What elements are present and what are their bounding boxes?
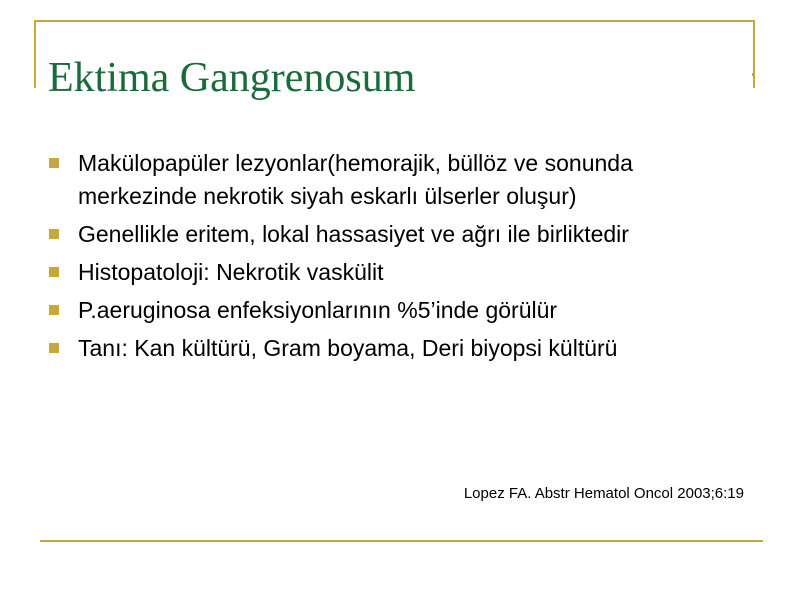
frame-left-line xyxy=(34,20,36,88)
square-bullet-icon xyxy=(49,305,59,315)
bullet-text: Histopatoloji: Nekrotik vaskülit xyxy=(78,259,384,285)
bullet-text: Tanı: Kan kültürü, Gram boyama, Deri biyopsi kültürü xyxy=(78,335,618,361)
bullet-item xyxy=(48,218,748,251)
bullet-text: Genellikle eritem, lokal hassasiyet ve ağrı ile birliktedir xyxy=(78,221,629,247)
slide-title: Ektima Gangrenosum xyxy=(48,55,416,101)
square-bullet-icon xyxy=(49,343,59,353)
bullet-text: Makülopapüler lezyonlar(hemorajik, büllöz ve sonunda merkezinde nekrotik siyah eskarlı ülserler oluşur) xyxy=(78,150,633,209)
bullet-item xyxy=(48,147,748,213)
bullet-list xyxy=(48,147,748,370)
bullet-item xyxy=(48,332,748,365)
square-bullet-icon xyxy=(49,267,59,277)
frame-top-line xyxy=(34,20,755,22)
frame-dot xyxy=(752,73,755,76)
citation-reference: Lopez FA. Abstr Hematol Oncol 2003;6:19 xyxy=(463,485,744,502)
square-bullet-icon xyxy=(49,229,59,239)
bullet-item xyxy=(48,256,748,289)
bullet-text: P.aeruginosa enfeksiyonlarının %5’inde görülür xyxy=(78,297,558,323)
square-bullet-icon xyxy=(49,158,59,168)
frame-right-line xyxy=(753,20,755,88)
bullet-item xyxy=(48,294,748,327)
frame-bottom-line xyxy=(40,540,763,542)
